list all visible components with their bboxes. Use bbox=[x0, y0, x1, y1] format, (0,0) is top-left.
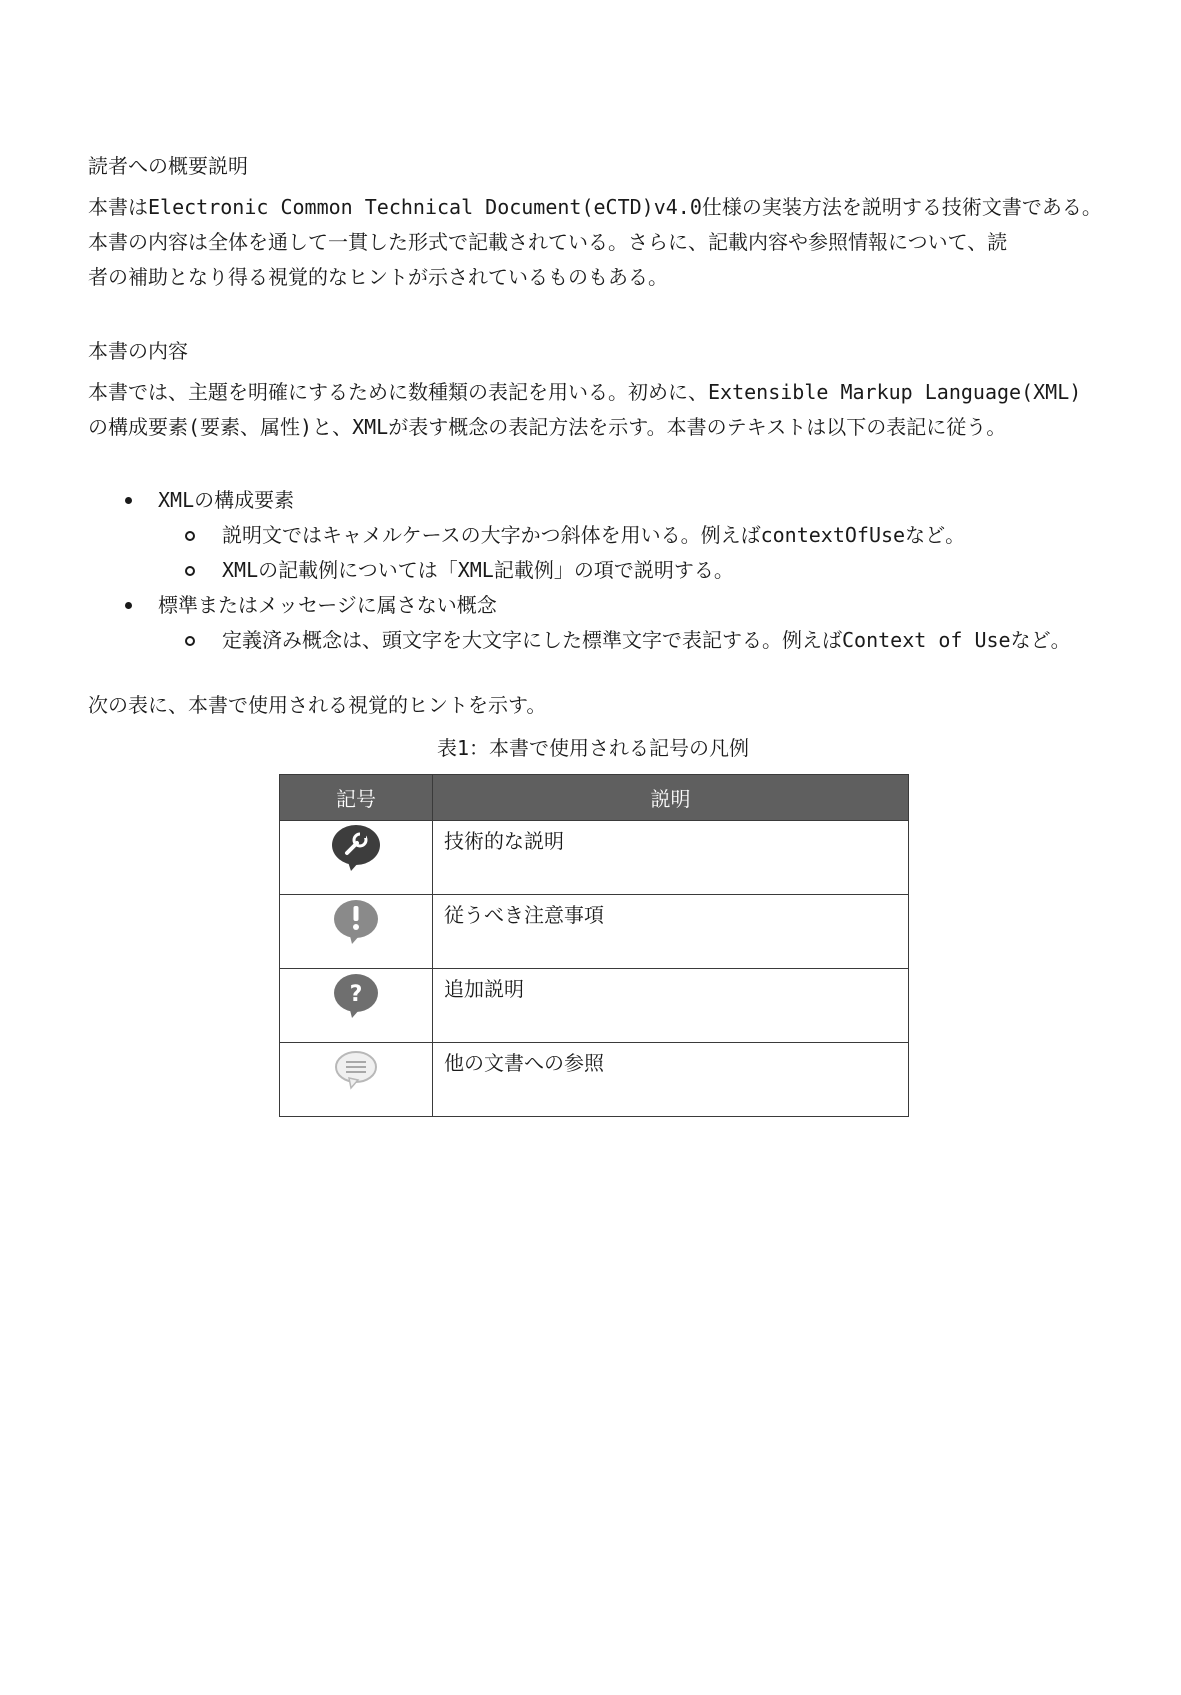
symbol-cell bbox=[280, 1043, 433, 1117]
contents-heading: 本書の内容 bbox=[88, 339, 188, 363]
sub-list-item: 説明文ではキャメルケースの大字かつ斜体を用いる。例えばcontextOfUseなど。 bbox=[158, 518, 1098, 553]
table-row bbox=[280, 1043, 909, 1117]
symbol-cell bbox=[280, 821, 433, 895]
table-caption: 表1：本書で使用される記号の凡例 bbox=[436, 736, 750, 760]
table-intro: 次の表に、本書で使用される視覚的ヒントを示す。 bbox=[88, 693, 547, 717]
legend-table bbox=[279, 774, 909, 1117]
list-item bbox=[88, 588, 1098, 658]
table-row bbox=[280, 969, 909, 1043]
sub-list-item: 定義済み概念は、頭文字を大文字にした標準文字で表記する。例えばContext of Useなど。 bbox=[158, 623, 1098, 658]
table-row bbox=[280, 821, 909, 895]
notation-list bbox=[88, 483, 1098, 658]
symbol-cell bbox=[280, 895, 433, 969]
list-item-label: XMLの構成要素 bbox=[158, 488, 295, 512]
header-description: 説明 bbox=[433, 775, 909, 821]
table-header-row bbox=[280, 775, 909, 821]
text-lines-bubble-icon bbox=[329, 1045, 383, 1100]
list-item-label: 標準またはメッセージに属さない概念 bbox=[158, 593, 497, 617]
description-cell: 追加説明 bbox=[433, 969, 909, 1043]
svg-text:?: ? bbox=[349, 982, 363, 1007]
exclamation-bubble-icon bbox=[329, 897, 383, 952]
overview-paragraph bbox=[88, 190, 1102, 295]
overview-line: 者の補助となり得る視覚的なヒントが示されているものもある。 bbox=[88, 265, 668, 289]
symbol-cell bbox=[280, 969, 433, 1043]
description-cell: 従うべき注意事項 bbox=[433, 895, 909, 969]
description-cell: 他の文書への参照 bbox=[433, 1043, 909, 1117]
contents-line: の構成要素(要素、属性)と、XMLが表す概念の表記方法を示す。本書のテキストは以下の表記に従う。 bbox=[88, 415, 1007, 439]
table-row bbox=[280, 895, 909, 969]
overview-line: 本書はElectronic Common Technical Document(eCTD)v4.0仕様の実装方法を説明する技術文書である。 bbox=[88, 195, 1102, 219]
wrench-bubble-icon bbox=[329, 823, 383, 878]
sub-list bbox=[158, 518, 1098, 588]
header-symbol: 記号 bbox=[280, 775, 433, 821]
description-cell: 技術的な説明 bbox=[433, 821, 909, 895]
document-page bbox=[88, 150, 1102, 1075]
list-item bbox=[88, 483, 1098, 588]
contents-paragraph bbox=[88, 375, 1098, 445]
question-bubble-icon bbox=[329, 971, 383, 1026]
sub-list bbox=[158, 623, 1098, 658]
sub-list-item: XMLの記載例については「XML記載例」の項で説明する。 bbox=[158, 553, 1098, 588]
overview-heading: 読者への概要説明 bbox=[88, 154, 248, 178]
overview-line: 本書の内容は全体を通して一貫した形式で記載されている。さらに、記載内容や参照情報について、読 bbox=[88, 230, 1008, 254]
contents-line: 本書では、主題を明確にするために数種類の表記を用いる。初めに、Extensible Markup Language(XML) bbox=[88, 380, 1082, 404]
